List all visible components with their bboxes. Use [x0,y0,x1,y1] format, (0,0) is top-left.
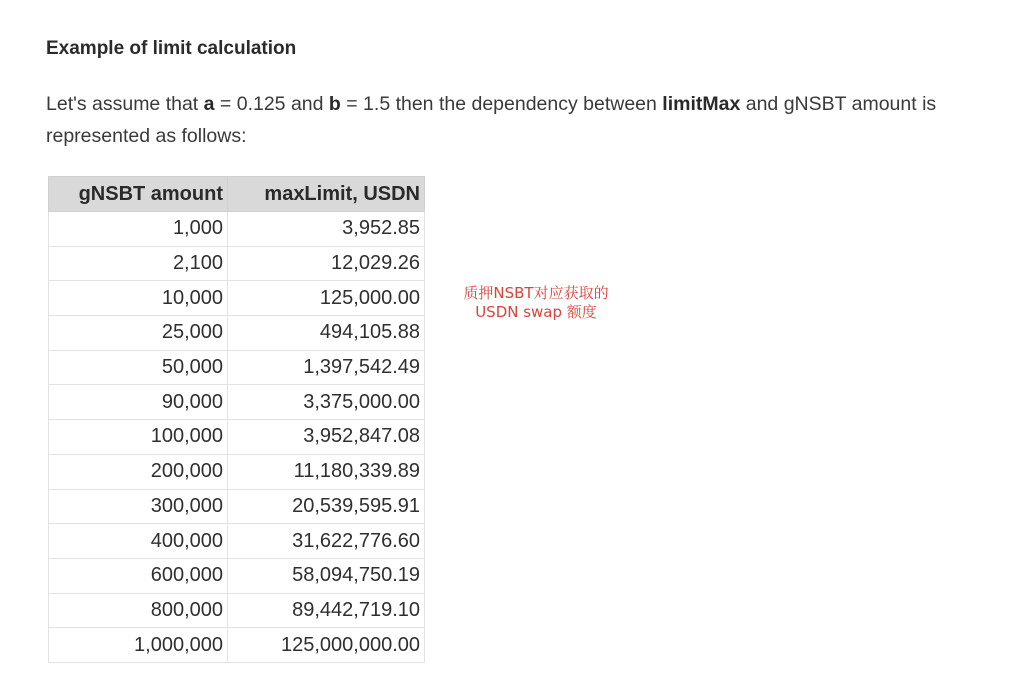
gnsbt-amount-cell: 50,000 [49,350,228,385]
annotation-line-1: 质押NSBT对应获取的 [463,284,609,302]
annotation-line-2: USDN swap 额度 [475,303,597,321]
gnsbt-amount-cell: 25,000 [49,316,228,351]
max-limit-cell: 11,180,339.89 [228,454,425,489]
max-limit-cell: 58,094,750.19 [228,558,425,593]
intro-text-1: Let's assume that [46,93,204,115]
gnsbt-amount-cell: 1,000,000 [49,628,228,663]
table-row [49,558,425,593]
gnsbt-amount-cell: 1,000 [49,212,228,247]
gnsbt-amount-cell: 10,000 [49,281,228,316]
table-row [49,281,425,316]
table-row [49,316,425,351]
max-limit-cell: 31,622,776.60 [228,524,425,559]
limit-max-term: limitMax [662,93,741,115]
intro-text-3: = 1.5 then the dependency between [340,93,663,115]
header-max-limit: maxLimit, USDN [228,177,425,212]
table-row [49,454,425,489]
limit-table [48,176,425,663]
max-limit-cell: 1,397,542.49 [228,350,425,385]
max-limit-cell: 3,952.85 [228,212,425,247]
table-row [49,385,425,420]
max-limit-cell: 12,029.26 [228,246,425,281]
max-limit-cell: 20,539,595.91 [228,489,425,524]
gnsbt-amount-cell: 400,000 [49,524,228,559]
table-row [49,212,425,247]
intro-paragraph [46,88,1016,152]
max-limit-cell: 89,442,719.10 [228,593,425,628]
table-row [49,524,425,559]
gnsbt-amount-cell: 600,000 [49,558,228,593]
annotation-note [448,284,624,322]
table-row [49,420,425,455]
table-row [49,628,425,663]
intro-text-2: = 0.125 and [214,93,329,115]
max-limit-cell: 494,105.88 [228,316,425,351]
param-b-label: b [328,93,341,115]
table-row [49,489,425,524]
gnsbt-amount-cell: 90,000 [49,385,228,420]
section-heading: Example of limit calculation [46,38,297,59]
table-header-row [49,177,425,212]
gnsbt-amount-cell: 2,100 [49,246,228,281]
table-row [49,350,425,385]
table-row [49,593,425,628]
gnsbt-amount-cell: 100,000 [49,420,228,455]
gnsbt-amount-cell: 200,000 [49,454,228,489]
header-gnsbt-amount: gNSBT amount [49,177,228,212]
max-limit-cell: 125,000,000.00 [228,628,425,663]
param-a-label: a [203,93,215,115]
max-limit-cell: 3,375,000.00 [228,385,425,420]
gnsbt-amount-cell: 800,000 [49,593,228,628]
gnsbt-amount-cell: 300,000 [49,489,228,524]
intro-text-4: and gNSBT amount is represented as follows: [46,93,937,147]
max-limit-cell: 125,000.00 [228,281,425,316]
table-row [49,246,425,281]
max-limit-cell: 3,952,847.08 [228,420,425,455]
